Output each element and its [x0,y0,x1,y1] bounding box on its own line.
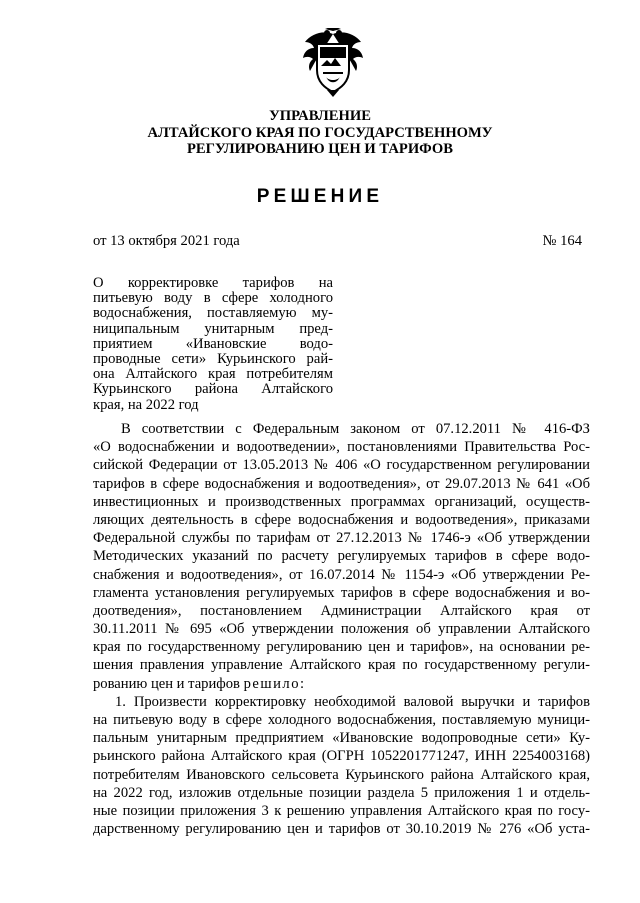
body-line: В соответствии с Федеральным законом от 07.12.2011 № 416-ФЗ [121,421,590,437]
body-line: снабжения и водоотведения», от 16.07.2014 № 1154-э «Об утверждении Ре- [93,566,590,583]
body-line: рьинского района Алтайского края (ОГРН 1052201771247, ИНН 2254003168) [93,748,590,765]
body-line: инвестиционных и производственных программах организаций, осуществ- [93,493,590,510]
body-line: Федеральной службы по тарифам от 27.12.2013 № 1746-э «Об утверждении [93,530,590,547]
subject-line: питьевую воду в сфере холодного [93,290,333,307]
body-line-decision [93,675,590,693]
issuer-header [0,108,640,158]
document-subject [93,276,333,413]
subject-line: она Алтайского края потребителям [93,366,333,383]
body-line-text: рованию цен и тарифов [93,675,240,692]
body-line: тарифов в сфере водоснабжения и водоотведения», от 29.07.2013 № 641 «Об [93,475,590,492]
body-line: гламента установления регулируемых тарифов в сфере водоснабжения и во- [93,584,590,601]
body-line: «О водоснабжении и водоотведении», постановлениями Правительства Рос- [93,439,590,456]
document-title: РЕШЕНИЕ [256,186,384,207]
subject-line: приятием «Ивановские водо- [93,335,333,352]
body-line: дарственному регулированию цен и тарифов от 30.10.2019 № 276 «Об уста- [93,821,590,838]
issuer-line-2: АЛТАЙСКОГО КРАЯ ПО ГОСУДАРСТВЕННОМУ [147,124,493,141]
coat-of-arms-emblem [301,28,365,98]
decided-word: решило: [243,675,306,692]
subject-line: ниципальным унитарным пред- [93,320,333,337]
body-line: на питьевую воду в сфере холодного водоснабжения, поставляемую муници- [93,712,590,728]
body-line: 30.11.2011 № 695 «Об утверждении положения об управлении Алтайского [93,621,590,638]
body-line: края по государственному регулированию цен и тарифов», на основании ре- [93,639,590,656]
issuer-line-3: РЕГУЛИРОВАНИЮ ЦЕН И ТАРИФОВ [187,141,453,157]
subject-line: Курьинского района Алтайского [93,381,333,398]
subject-line: водоснабжения, поставляемую му- [93,305,333,322]
document-body [93,420,590,838]
body-line: потребителям Ивановского сельсовета Курьинского района Алтайского края, [93,766,590,783]
document-date: от 13 октября 2021 года [93,233,240,249]
subject-line: края, на 2022 год [93,396,199,413]
body-line: на 2022 год, изложив отдельные позиции раздела 5 приложения 1 и отдель- [93,784,590,801]
document-number: № 164 [542,233,582,249]
subject-line: О корректировке тарифов на [93,275,333,291]
body-line: шения правления управление Алтайского края по государственному регули- [93,657,590,674]
body-line: ляющих деятельность в сфере водоснабжения и водоотведения», приказами [93,511,590,528]
subject-line: проводные сети» Курьинского рай- [93,350,333,367]
body-line: Методических указаний по расчету регулируемых тарифов в сфере водо- [93,548,590,565]
issuer-line-1: УПРАВЛЕНИЕ [269,108,371,124]
body-line: 1. Произвести корректировку необходимой валовой выручки и тарифов [115,693,590,710]
body-line: сийской Федерации от 13.05.2013 № 406 «О государственном регулировании [93,457,590,474]
body-line: ные позиции приложения 3 к решению управления Алтайского края по госу- [93,802,590,819]
body-line: доотведения», постановлением Администрации Алтайского края от [93,602,590,619]
body-line: пальным унитарным предприятием «Ивановские водопроводные сети» Ку- [93,730,590,747]
